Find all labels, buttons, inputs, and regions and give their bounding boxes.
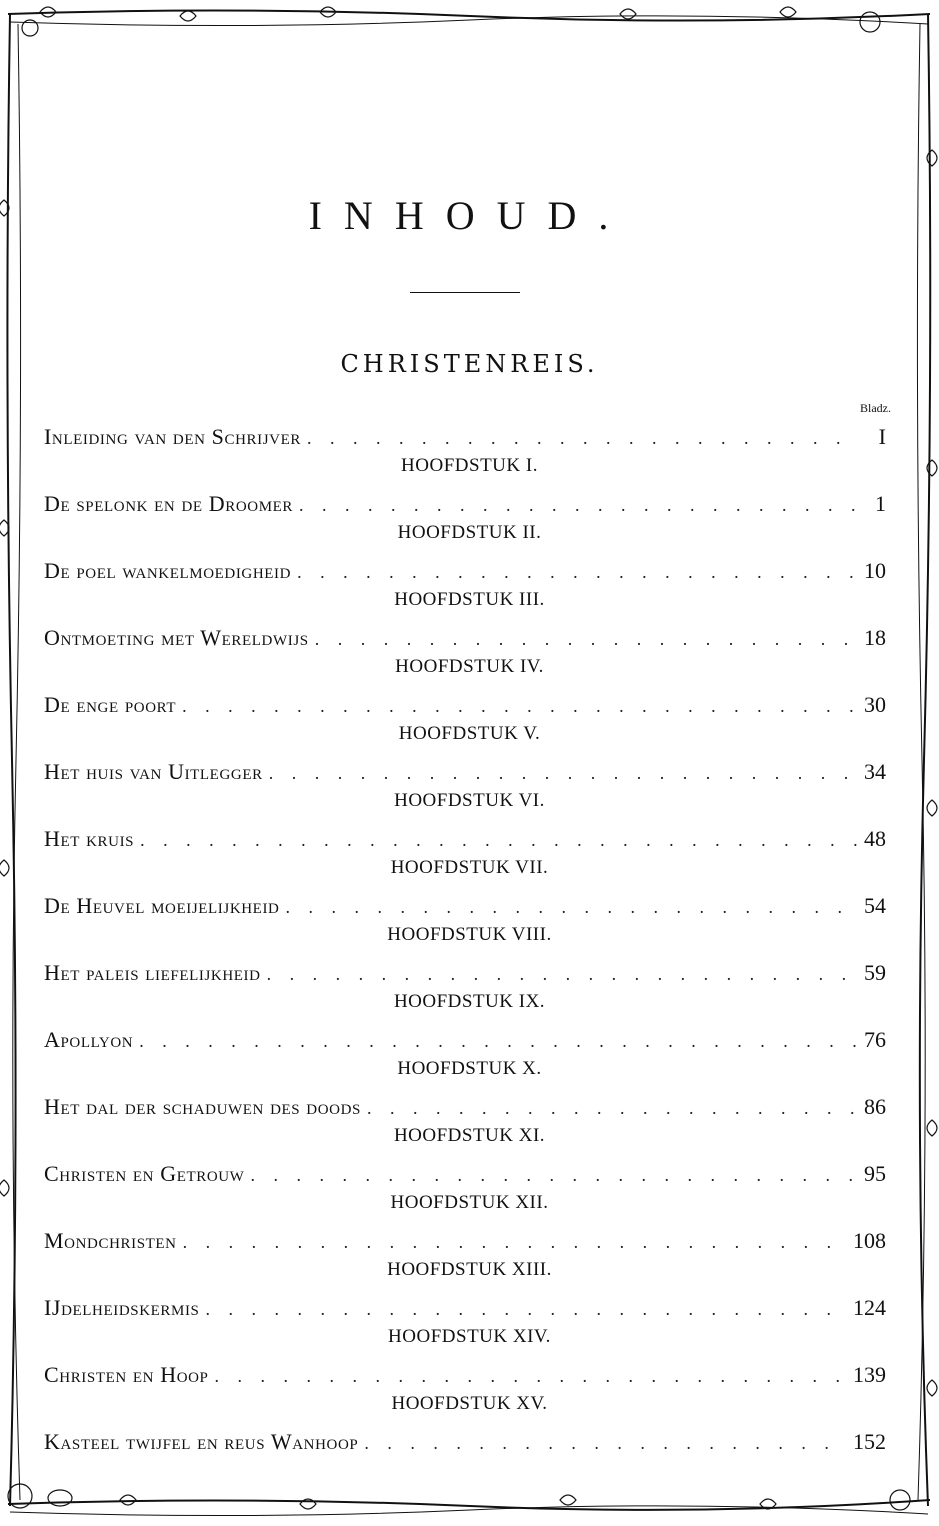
toc-entry-page-number: 18 <box>864 625 886 650</box>
toc-entry-title: Ontmoeting met Wereldwijs <box>44 625 309 650</box>
toc-entry-title: Het huis van Uitlegger <box>44 759 263 784</box>
chapter-heading: HOOFDSTUK III. <box>394 589 545 610</box>
toc-entry-page-number: 59 <box>864 960 886 985</box>
dot-leader <box>182 696 858 717</box>
toc-entry[interactable] <box>44 424 886 454</box>
dot-leader <box>285 897 858 918</box>
toc-entry-page-number: 152 <box>853 1429 886 1454</box>
chapter-heading: HOOFDSTUK XII. <box>390 1192 549 1213</box>
toc-entry-title: De spelonk en de Droomer <box>44 491 294 516</box>
chapter-heading: HOOFDSTUK I. <box>401 455 538 476</box>
chapter-heading: HOOFDSTUK II. <box>397 522 542 543</box>
toc-entry-page-number: 48 <box>864 826 886 851</box>
toc-entry[interactable] <box>44 625 886 655</box>
dot-leader <box>364 1433 847 1454</box>
toc-entry-page-number: 10 <box>864 558 886 583</box>
dot-leader <box>315 629 858 650</box>
toc-entry-title: De poel wankelmoedigheid <box>44 558 292 583</box>
toc-entry-page-number: 108 <box>853 1228 886 1253</box>
toc-entry[interactable] <box>44 1094 886 1124</box>
chapter-heading: HOOFDSTUK XV. <box>391 1393 548 1414</box>
page-title: INHOUD. <box>308 193 631 238</box>
toc-entry-title: Het paleis liefelijkheid <box>44 960 261 985</box>
toc-entry-page-number: 1 <box>875 491 886 516</box>
toc-entry-page-number: 34 <box>864 759 886 784</box>
toc-entry-title: Christen en Getrouw <box>44 1161 245 1186</box>
chapter-heading: HOOFDSTUK IV. <box>395 656 544 677</box>
toc-entry-page-number: 30 <box>864 692 886 717</box>
toc-entry[interactable] <box>44 1161 886 1191</box>
dot-leader <box>183 1232 847 1253</box>
toc-entry[interactable] <box>44 826 886 856</box>
chapter-heading: HOOFDSTUK X. <box>397 1058 542 1079</box>
toc-entry[interactable] <box>44 960 886 990</box>
toc-entry[interactable] <box>44 893 886 923</box>
toc-entry-title: Apollyon <box>44 1027 134 1052</box>
toc-entry-title: Het dal der schaduwen des doods <box>44 1094 361 1119</box>
toc-entry-title: De enge poort <box>44 692 177 717</box>
chapter-heading: HOOFDSTUK VII. <box>390 857 549 878</box>
toc-entry[interactable] <box>44 1027 886 1057</box>
toc-entry-page-number: 86 <box>864 1094 886 1119</box>
toc-entry[interactable] <box>44 1429 886 1459</box>
chapter-heading: HOOFDSTUK XIII. <box>387 1259 552 1280</box>
toc-entry[interactable] <box>44 1228 886 1258</box>
dot-leader <box>267 964 858 985</box>
toc-entry-page-number: 76 <box>864 1027 886 1052</box>
dot-leader <box>140 830 858 851</box>
chapter-heading: HOOFDSTUK XIV. <box>388 1326 551 1347</box>
dot-leader <box>269 763 858 784</box>
toc-entry-title: Christen en Hoop <box>44 1362 209 1387</box>
chapter-heading: HOOFDSTUK IX. <box>393 991 546 1012</box>
toc-entry-page-number: 95 <box>864 1161 886 1186</box>
dot-leader <box>367 1098 858 1119</box>
chapter-heading: HOOFDSTUK VIII. <box>387 924 552 945</box>
toc-entry[interactable] <box>44 491 886 521</box>
dot-leader <box>297 562 858 583</box>
toc-entry[interactable] <box>44 759 886 789</box>
title-rule <box>410 292 520 293</box>
toc-entry-title: IJdelheidskermis <box>44 1295 200 1320</box>
dot-leader <box>215 1366 848 1387</box>
toc-entry-title: Mondchristen <box>44 1228 177 1253</box>
toc-entry-title: Het kruis <box>44 826 135 851</box>
toc-entry[interactable] <box>44 1295 886 1325</box>
toc-entry-page-number: 54 <box>864 893 886 918</box>
toc-entry-page-number: 124 <box>853 1295 886 1320</box>
chapter-heading: HOOFDSTUK V. <box>398 723 541 744</box>
toc-entry-title: Kasteel twijfel en reus Wanhoop <box>44 1429 359 1454</box>
dot-leader <box>299 495 860 516</box>
toc-entry[interactable] <box>44 1362 886 1392</box>
toc-entry-page-number: I <box>878 424 886 449</box>
dot-leader <box>250 1165 858 1186</box>
toc-entry-title: De Heuvel moeijelijkheid <box>44 893 280 918</box>
dot-leader <box>139 1031 858 1052</box>
toc-entry[interactable] <box>44 692 886 722</box>
toc-entry-page-number: 139 <box>853 1362 886 1387</box>
dot-leader <box>307 428 860 449</box>
dot-leader <box>206 1299 848 1320</box>
chapter-heading: HOOFDSTUK VI. <box>394 790 545 811</box>
section-title: CHRISTENREIS. <box>340 350 599 378</box>
toc-entry[interactable] <box>44 558 886 588</box>
toc-entry-title: Inleiding van den Schrijver <box>44 424 301 449</box>
page-column-label: Bladz. <box>860 401 891 415</box>
chapter-heading: HOOFDSTUK XI. <box>393 1125 546 1146</box>
